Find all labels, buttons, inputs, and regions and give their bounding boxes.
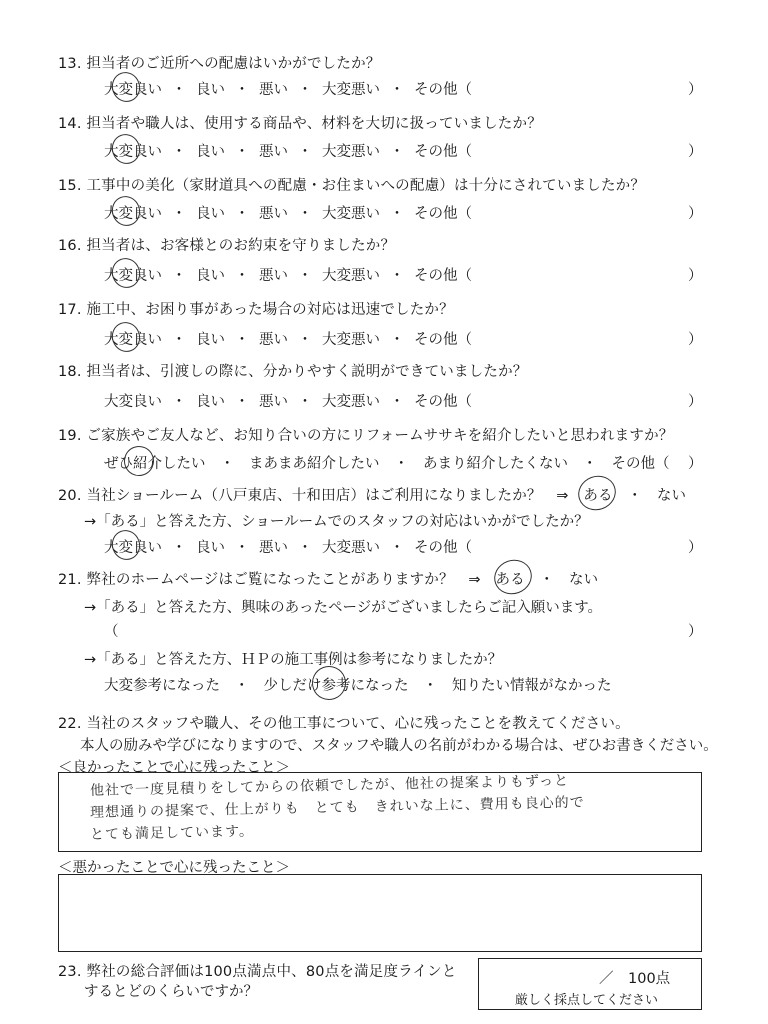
question-text: 担当者や職人は、使用する商品や、材料を大切に扱っていましたか？ — [86, 116, 542, 132]
question-number: 16. — [58, 238, 82, 254]
question-23-line2: するとどのくらいですか？ — [84, 984, 258, 1000]
question-17 — [58, 298, 454, 319]
open-paren: （ — [104, 624, 119, 640]
answer-circle — [108, 192, 145, 230]
question-16 — [58, 234, 395, 255]
separator: ・ — [297, 206, 313, 222]
option-very-bad[interactable]: 大変悪い — [322, 540, 380, 556]
separator: ・ — [234, 206, 250, 222]
separator: ・ — [389, 82, 405, 98]
separator: ・ — [234, 332, 250, 348]
bad-comments-box[interactable] — [58, 874, 702, 952]
option-bad[interactable]: 悪い — [259, 332, 288, 348]
option-very-good[interactable]: 大変良い — [104, 540, 162, 556]
option-other[interactable]: その他（ — [414, 268, 472, 284]
question-13 — [58, 52, 380, 73]
separator: ・ — [171, 206, 187, 222]
close-paren: ） — [688, 82, 703, 98]
separator: ・ — [171, 268, 187, 284]
question-number: 20. — [58, 488, 82, 504]
close-paren: ） — [688, 268, 703, 284]
option-bad[interactable]: 悪い — [259, 82, 288, 98]
option-good[interactable]: 良い — [196, 540, 225, 556]
option-good[interactable]: 良い — [196, 394, 225, 410]
question-text: 当社ショールーム（八戸東店、十和田店）はご利用になりましたか？ ⇒ ある ・ ない — [86, 488, 687, 504]
option-very-bad[interactable]: 大変悪い — [322, 268, 380, 284]
answer-circle — [108, 254, 145, 292]
showroom-followup: →「ある」と答えた方、ショールームでのスタッフの対応はいかがでしたか？ — [84, 514, 589, 530]
separator: ・ — [297, 540, 313, 556]
score-label: ／ 100点 — [599, 971, 671, 987]
question-text: 当社のスタッフや職人、その他工事について、心に残ったことを教えてください。 — [86, 716, 630, 732]
option-very-bad[interactable]: 大変悪い — [322, 394, 380, 410]
option-good[interactable]: 良い — [196, 268, 225, 284]
question-18 — [58, 360, 527, 381]
question-22 — [58, 712, 630, 733]
option-other[interactable]: その他（ — [414, 332, 472, 348]
answer-circle — [489, 555, 536, 600]
separator: ・ — [234, 82, 250, 98]
homepage-options[interactable]: 大変参考になった ・ 少しだけ参考になった ・ 知りたい情報がなかった — [104, 678, 612, 694]
separator: ・ — [171, 332, 187, 348]
question-number: 15. — [58, 178, 82, 194]
close-paren: ） — [688, 540, 703, 556]
option-very-good[interactable]: 大変良い — [104, 82, 162, 98]
answer-circle — [120, 442, 158, 480]
option-other[interactable]: その他（ — [414, 394, 472, 410]
rating-options-16 — [104, 264, 472, 285]
option-bad[interactable]: 悪い — [259, 144, 288, 160]
close-paren: ） — [688, 456, 703, 472]
answer-circle — [108, 318, 145, 356]
score-box[interactable] — [478, 958, 702, 1010]
handwritten-line: 理想通りの提案で、仕上がりも とても きれいな上に、費用も良心的で — [89, 794, 585, 821]
question-number: 19. — [58, 428, 82, 444]
separator: ・ — [171, 144, 187, 160]
separator: ・ — [297, 394, 313, 410]
option-very-good[interactable]: 大変良い — [104, 206, 162, 222]
separator: ・ — [389, 394, 405, 410]
answer-circle — [108, 130, 145, 168]
close-paren: ） — [688, 624, 703, 640]
question-number: 14. — [58, 116, 82, 132]
separator: ・ — [297, 82, 313, 98]
option-good[interactable]: 良い — [196, 144, 225, 160]
answer-circle — [108, 68, 145, 106]
separator: ・ — [234, 144, 250, 160]
question-22-note: 本人の励みや学びになりますので、スタッフや職人の名前がわかる場合は、ぜひお書きください。 — [80, 738, 718, 754]
separator: ・ — [234, 540, 250, 556]
option-very-good[interactable]: 大変良い — [104, 268, 162, 284]
question-text: 担当者のご近所への配慮はいかがでしたか？ — [86, 56, 381, 72]
rating-options-18 — [104, 390, 472, 411]
question-text: 弊社のホームページはご覧になったことがありますか？ ⇒ ある ・ ない — [86, 572, 599, 588]
option-bad[interactable]: 悪い — [259, 206, 288, 222]
question-number: 13. — [58, 56, 82, 72]
option-good[interactable]: 良い — [196, 206, 225, 222]
question-text: 担当者は、引渡しの際に、分かりやすく説明ができていましたか？ — [86, 364, 528, 380]
question-number: 21. — [58, 572, 82, 588]
good-comments-heading: ＜良かったことで心に残ったこと＞ — [58, 760, 290, 776]
separator: ・ — [297, 332, 313, 348]
option-very-good[interactable]: 大変良い — [104, 144, 162, 160]
option-very-bad[interactable]: 大変悪い — [322, 206, 380, 222]
option-other[interactable]: その他（ — [414, 540, 472, 556]
homepage-followup-1: →「ある」と答えた方、興味のあったページがございましたらご記入願います。 — [84, 600, 603, 616]
option-other[interactable]: その他（ — [414, 144, 472, 160]
separator: ・ — [171, 82, 187, 98]
option-bad[interactable]: 悪い — [259, 394, 288, 410]
separator: ・ — [234, 394, 250, 410]
question-text: 施工中、お困り事があった場合の対応は迅速でしたか？ — [86, 302, 454, 318]
separator: ・ — [171, 540, 187, 556]
option-good[interactable]: 良い — [196, 332, 225, 348]
answer-circle — [573, 471, 620, 516]
close-paren: ） — [688, 332, 703, 348]
separator: ・ — [297, 144, 313, 160]
handwritten-line: 他社で一度見積りをしてからの依頼でしたが、他社の提案よりもずっと — [89, 772, 570, 799]
separator: ・ — [234, 268, 250, 284]
separator: ・ — [171, 394, 187, 410]
question-number: 23. — [58, 964, 82, 980]
question-text: ご家族やご友人など、お知り合いの方にリフォームササキを紹介したいと思われますか？ — [86, 428, 674, 444]
question-number: 17. — [58, 302, 82, 318]
question-19 — [58, 424, 673, 445]
separator: ・ — [297, 268, 313, 284]
separator: ・ — [389, 268, 405, 284]
option-other[interactable]: その他（ — [414, 206, 472, 222]
separator: ・ — [389, 332, 405, 348]
question-text: 弊社の総合評価は100点満点中、80点を満足度ラインと — [86, 964, 457, 980]
question-text: 工事中の美化（家財道具への配慮・お住まいへの配慮）は十分にされていましたか？ — [86, 178, 646, 194]
bad-comments-heading: ＜悪かったことで心に残ったこと＞ — [58, 860, 290, 876]
question-number: 22. — [58, 716, 82, 732]
separator: ・ — [389, 206, 405, 222]
handwritten-line: とても満足しています。 — [89, 823, 255, 843]
option-very-bad[interactable]: 大変悪い — [322, 332, 380, 348]
question-14 — [58, 112, 542, 133]
option-very-bad[interactable]: 大変悪い — [322, 144, 380, 160]
option-very-bad[interactable]: 大変悪い — [322, 82, 380, 98]
score-note: 厳しく採点してください — [515, 993, 659, 1008]
option-bad[interactable]: 悪い — [259, 268, 288, 284]
option-good[interactable]: 良い — [196, 82, 225, 98]
rating-options-13 — [104, 78, 472, 99]
question-number: 18. — [58, 364, 82, 380]
close-paren: ） — [688, 206, 703, 222]
rating-options-15 — [104, 202, 472, 223]
option-very-good[interactable]: 大変良い — [104, 394, 162, 410]
option-other[interactable]: その他（ — [414, 82, 472, 98]
rating-options-14 — [104, 140, 472, 161]
option-very-good[interactable]: 大変良い — [104, 332, 162, 348]
option-bad[interactable]: 悪い — [259, 540, 288, 556]
rating-options-20 — [104, 536, 472, 557]
question-15 — [58, 174, 645, 195]
close-paren: ） — [688, 394, 703, 410]
answer-circle — [108, 526, 145, 564]
rating-options-17 — [104, 328, 472, 349]
recommend-options[interactable]: ぜひ紹介したい ・ まあまあ紹介したい ・ あまり紹介したくない ・ その他（ — [104, 456, 670, 472]
homepage-followup-2: →「ある」と答えた方、ＨＰの施工事例は参考になりましたか？ — [84, 652, 503, 668]
question-23 — [58, 960, 457, 981]
question-text: 担当者は、お客様とのお約束を守りましたか？ — [86, 238, 396, 254]
close-paren: ） — [688, 144, 703, 160]
separator: ・ — [389, 540, 405, 556]
separator: ・ — [389, 144, 405, 160]
